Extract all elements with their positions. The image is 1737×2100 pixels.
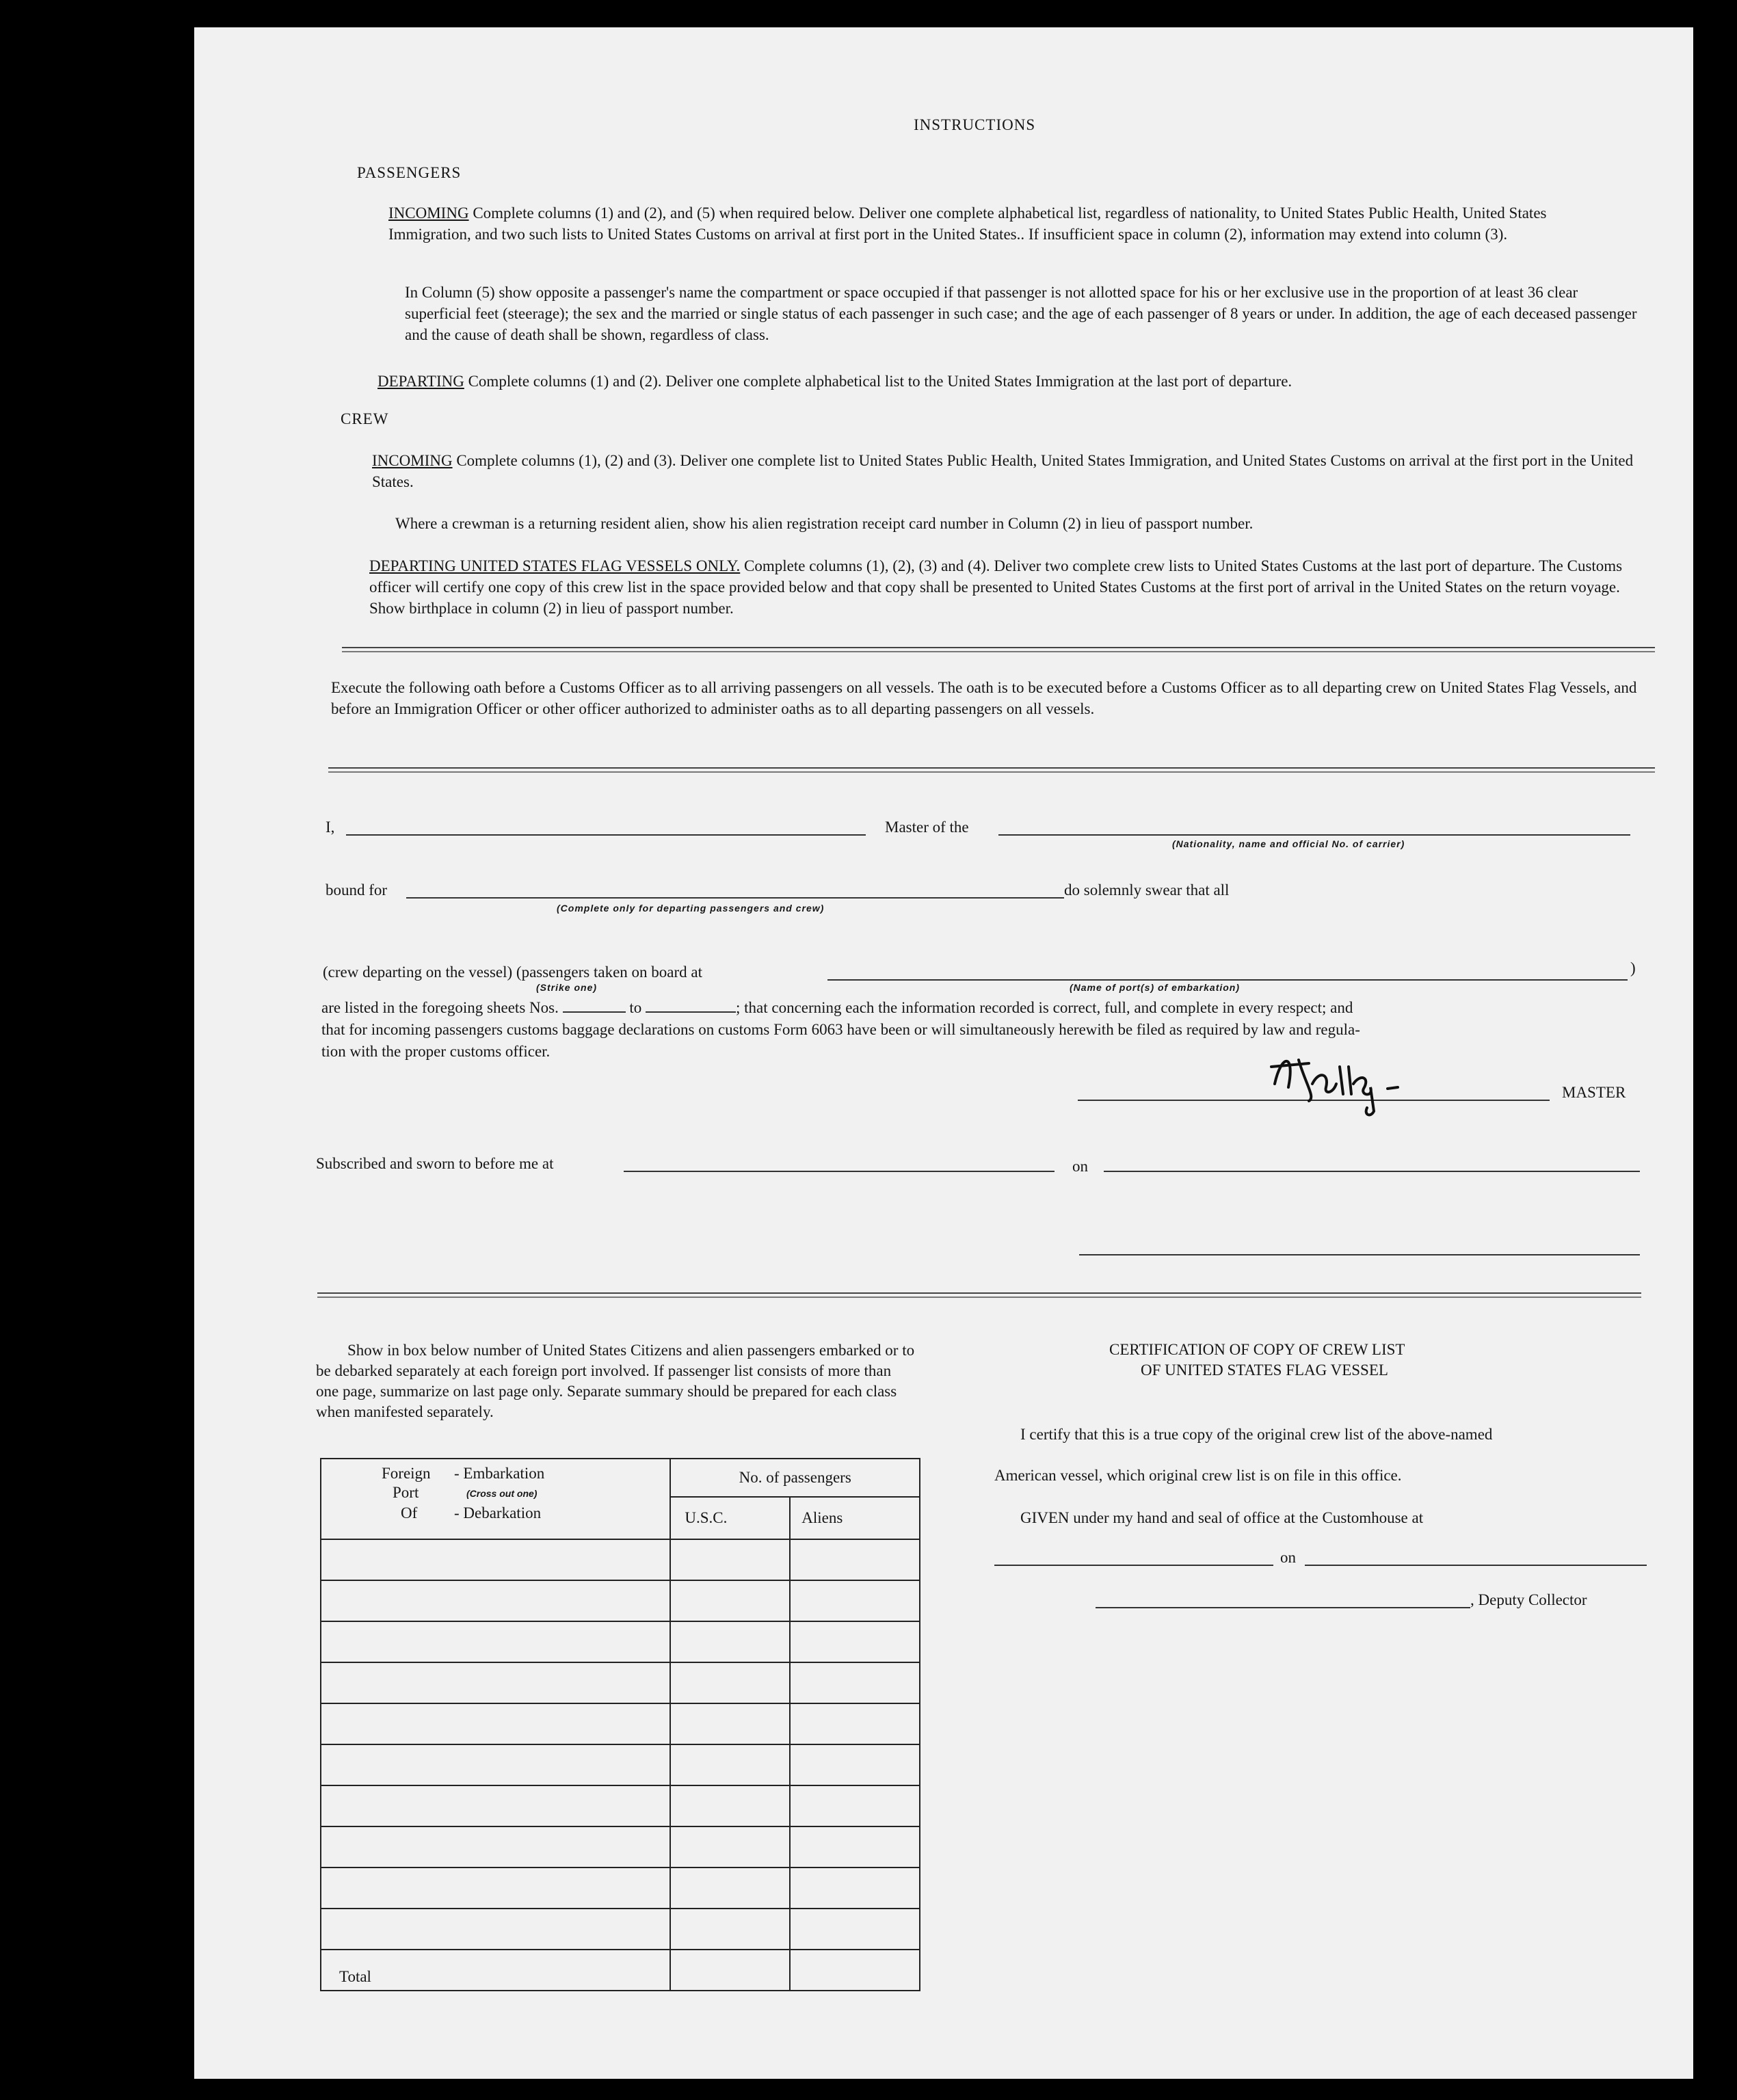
bound-for-field[interactable]: [406, 897, 1064, 899]
total-label: Total: [321, 1950, 670, 1991]
certify-line-1: I certify that this is a true copy of the original crew list of the above-named: [1020, 1426, 1493, 1443]
master-name-field[interactable]: [346, 834, 866, 836]
passengers-incoming-paragraph: [388, 202, 1626, 245]
divider: [342, 647, 1655, 652]
aliens-cell[interactable]: [790, 1909, 920, 1950]
oath-i-label: I,: [326, 819, 335, 836]
table-row: [321, 1662, 920, 1703]
table-row: [321, 1539, 920, 1580]
strike-one-caption: (Strike one): [536, 982, 598, 993]
passengers-incoming-label: INCOMING: [388, 204, 469, 222]
certification-title-1: CERTIFICATION OF COPY OF CREW LIST: [1109, 1341, 1405, 1358]
table-row: [321, 1826, 920, 1868]
usc-header: U.S.C.: [670, 1497, 790, 1539]
usc-cell[interactable]: [670, 1539, 790, 1580]
port-cell[interactable]: [321, 1662, 670, 1703]
aliens-header: Aliens: [790, 1497, 920, 1539]
table-row: [321, 1703, 920, 1744]
aliens-cell[interactable]: [790, 1785, 920, 1826]
port-cell[interactable]: [321, 1580, 670, 1621]
passenger-summary-table: [320, 1458, 920, 1991]
col-of: Of: [401, 1504, 418, 1521]
form-sheet: [194, 27, 1693, 2079]
table-row: [321, 1909, 920, 1950]
col-debark: - Debarkation: [454, 1504, 542, 1521]
master-signature: [1268, 1046, 1418, 1121]
officer-signature-field[interactable]: [1079, 1254, 1640, 1255]
aliens-cell[interactable]: [790, 1621, 920, 1662]
port-cell[interactable]: [321, 1868, 670, 1909]
passengers-heading: PASSENGERS: [357, 164, 462, 181]
usc-cell[interactable]: [670, 1662, 790, 1703]
ports-caption: (Name of port(s) of embarkation): [1070, 982, 1241, 993]
usc-cell[interactable]: [670, 1621, 790, 1662]
customhouse-field[interactable]: [994, 1565, 1273, 1566]
certification-title-2: OF UNITED STATES FLAG VESSEL: [1141, 1361, 1388, 1379]
complete-only-caption: (Complete only for departing passengers and crew): [557, 903, 825, 914]
crew-heading: CREW: [341, 410, 389, 427]
oath-execute-paragraph: Execute the following oath before a Customs Officer as to all arriving passengers on all vessels. The oath is to be executed before a Customs Officer as to all departing crew on United States Flag Vessels, and before an Immigration Officer or other officer authorized to administer oaths as to all departing passengers on all vessels.: [331, 679, 1637, 717]
table-row: [321, 1785, 920, 1826]
do-solemnly-label: do solemnly swear that all: [1064, 881, 1230, 899]
crew-departing-line: (crew departing on the vessel) (passengers taken on board at: [323, 963, 702, 981]
crew-incoming-text: Complete columns (1), (2) and (3). Deliver one complete list to United States Public Health, United States Immigration, and United States Customs on arrival at the first port in the United States.: [372, 452, 1634, 490]
usc-total-cell[interactable]: [670, 1950, 790, 1991]
port-cell[interactable]: [321, 1785, 670, 1826]
port-header-cell: [321, 1459, 670, 1539]
col-embark: - Embarkation: [454, 1465, 545, 1482]
given-line: GIVEN under my hand and seal of office at the Customhouse at: [1020, 1509, 1424, 1526]
col-port: Port: [393, 1484, 419, 1501]
passengers-departing-label: DEPARTING: [377, 373, 464, 390]
no-passengers-header: No. of passengers: [670, 1459, 920, 1497]
aliens-cell[interactable]: [790, 1703, 920, 1744]
sheet-to-field[interactable]: [646, 999, 736, 1013]
crewman-paragraph: Where a crewman is a returning resident alien, show his alien registration receipt card number in Column (2) in lieu of passport number.: [395, 515, 1254, 532]
table-row: [321, 1868, 920, 1909]
col-cross: (Cross out one): [466, 1488, 538, 1499]
crew-incoming-label: INCOMING: [372, 452, 453, 469]
port-cell[interactable]: [321, 1703, 670, 1744]
usc-cell[interactable]: [670, 1909, 790, 1950]
usc-cell[interactable]: [670, 1580, 790, 1621]
ports-of-embarkation-field[interactable]: [827, 979, 1628, 981]
master-of-the-label: Master of the: [885, 819, 969, 836]
crew-departing-paragraph: [369, 555, 1655, 619]
listed-line-1-b: ; that concerning each the information recorded is correct, full, and complete in every respect; and: [735, 999, 1353, 1016]
divider: [328, 767, 1655, 773]
listed-line-1-to: to: [629, 999, 642, 1016]
subscribed-label: Subscribed and sworn to before me at: [316, 1155, 554, 1172]
crew-incoming-paragraph: [372, 450, 1651, 492]
certify-line-2: American vessel, which original crew list is on file in this office.: [994, 1467, 1402, 1484]
aliens-cell[interactable]: [790, 1826, 920, 1868]
listed-line-2: that for incoming passengers customs baggage declarations on customs Form 6063 have been or will simultaneously herewith be filed as required by law and regula-: [321, 1021, 1360, 1038]
listed-line-1-a: are listed in the foregoing sheets Nos.: [321, 999, 559, 1016]
usc-cell[interactable]: [670, 1703, 790, 1744]
nationality-caption: (Nationality, name and official No. of carrier): [1172, 838, 1405, 849]
certification-on-label: on: [1280, 1549, 1296, 1566]
aliens-cell[interactable]: [790, 1868, 920, 1909]
deputy-collector-label: , Deputy Collector: [1470, 1591, 1587, 1608]
port-cell[interactable]: [321, 1621, 670, 1662]
aliens-cell[interactable]: [790, 1580, 920, 1621]
aliens-total-cell[interactable]: [790, 1950, 920, 1991]
column5-paragraph: In Column (5) show opposite a passenger's name the compartment or space occupied if that passenger is not allotted space for his or her exclusive use in the proportion of at least 36 clear superficial feet (steerage); the sex and the married or single status of each passenger in such case; and the age of each passenger of 8 years or under. In addition, the age of each deceased passenger and the cause of death shall be shown, regardless of class.: [405, 284, 1637, 343]
usc-cell[interactable]: [670, 1826, 790, 1868]
port-cell[interactable]: [321, 1909, 670, 1950]
aliens-cell[interactable]: [790, 1539, 920, 1580]
listed-line-1: [321, 997, 1353, 1018]
port-cell[interactable]: [321, 1744, 670, 1785]
deputy-signature-field[interactable]: [1096, 1607, 1470, 1608]
subscribed-on-label: on: [1072, 1158, 1088, 1175]
table-row: [321, 1621, 920, 1662]
sheet-from-field[interactable]: [563, 999, 626, 1013]
bound-for-label: bound for: [326, 881, 388, 899]
crew-departing-label: DEPARTING UNITED STATES FLAG VESSELS ONLY.: [369, 557, 741, 574]
aliens-cell[interactable]: [790, 1744, 920, 1785]
passengers-incoming-text: Complete columns (1) and (2), and (5) when required below. Deliver one complete alphabetical list, regardless of nationality, to United States Public Health, United States Immigration, and two such lists to United States Customs on arrival at first port in the United States.. If insufficient space in column (2), information may extend into column (3).: [388, 204, 1547, 243]
close-paren: ): [1630, 959, 1636, 976]
listed-line-3: tion with the proper customs officer.: [321, 1043, 551, 1060]
usc-cell[interactable]: [670, 1744, 790, 1785]
port-cell[interactable]: [321, 1826, 670, 1868]
passengers-departing-text: Complete columns (1) and (2). Deliver one complete alphabetical list to the United States Immigration at the last port of departure.: [468, 373, 1292, 390]
table-row: [321, 1580, 920, 1621]
passengers-departing-paragraph: [377, 371, 1649, 392]
divider: [317, 1292, 1641, 1298]
total-row: [321, 1950, 920, 1991]
subscribed-date-field[interactable]: [1104, 1171, 1640, 1172]
aliens-cell[interactable]: [790, 1662, 920, 1703]
col-foreign: Foreign: [382, 1465, 431, 1482]
table-row: [321, 1744, 920, 1785]
port-cell[interactable]: [321, 1539, 670, 1580]
carrier-field[interactable]: [998, 834, 1630, 836]
instructions-title: INSTRUCTIONS: [914, 116, 1036, 133]
certification-date-field[interactable]: [1305, 1565, 1647, 1566]
subscribed-location-field[interactable]: [624, 1171, 1055, 1172]
crew-departing-text: Complete columns (1), (2), (3) and (4). Deliver two complete crew lists to United States Customs at the last port of departure. The Customs officer will certify one copy of this crew list in the space provided below and that copy shall be presented to United States Customs at the first port of arrival in the United States on the return voyage. Show birthplace in column (2) in lieu of passport number.: [369, 557, 1623, 617]
summary-paragraph: Show in box below number of United States Citizens and alien passengers embarked or to be debarked separately at each foreign port involved. If passenger list consists of more than one page, summarize on last page only. Separate summary should be prepared for each class when manifested separately.: [316, 1342, 915, 1420]
usc-cell[interactable]: [670, 1868, 790, 1909]
usc-cell[interactable]: [670, 1785, 790, 1826]
master-label: MASTER: [1562, 1084, 1626, 1101]
